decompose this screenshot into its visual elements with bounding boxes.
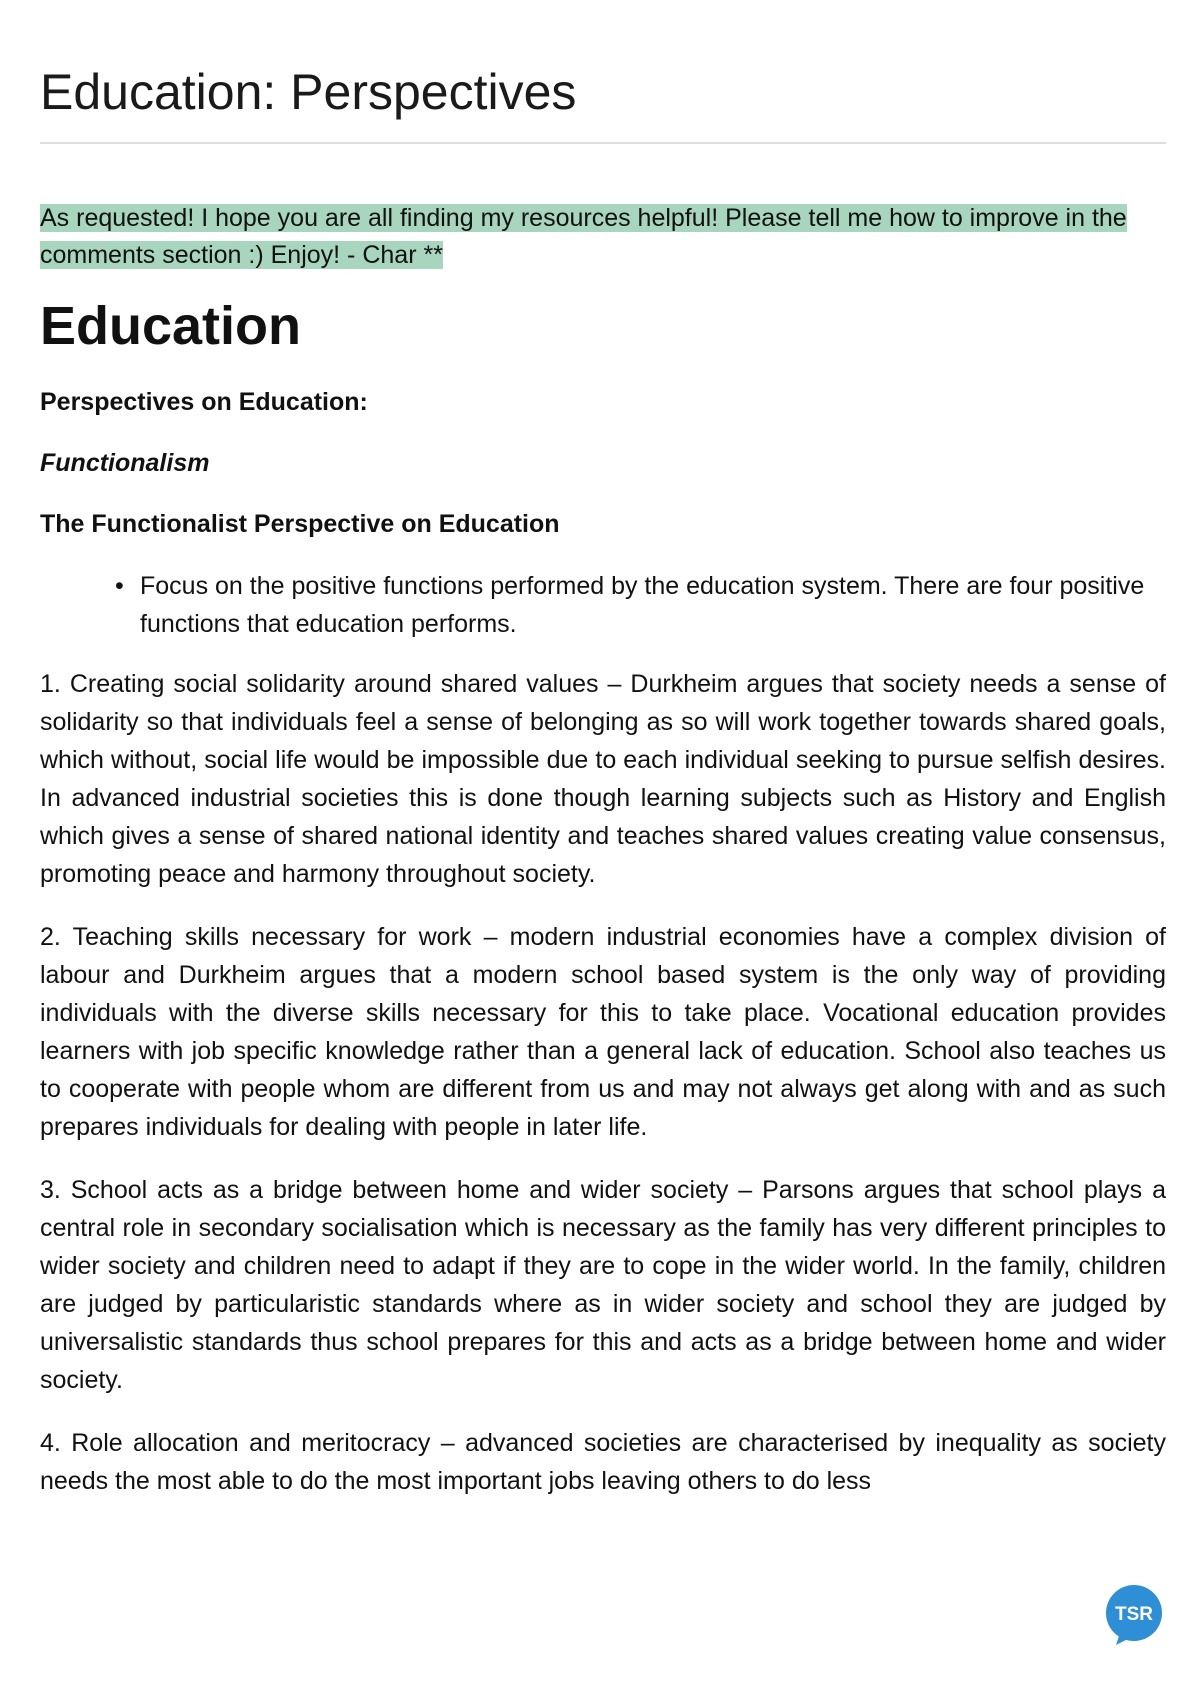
paragraph-bridge: 3. School acts as a bridge between home and wider society – Parsons argues that school plays a central role in secondary socialisation which is necessary as the family has very different principles to wider society and children need to adapt if they are to cope in the wider world. In the family, children are judged by particularistic standards where as in wider society and school they are judged by universalistic standards thus school prepares for this and acts as a bridge between home and wider society.	[40, 1176, 1166, 1394]
section-title: Functionalism	[40, 449, 210, 477]
title-divider	[40, 142, 1166, 144]
document-title: Education: Perspectives	[40, 64, 577, 120]
list-item	[115, 567, 1166, 643]
document-page	[40, 0, 1166, 1525]
main-heading: Education	[40, 296, 302, 356]
bullet-text: Focus on the positive functions performed by the education system. There are four positive functions that education performs.	[140, 572, 1145, 638]
section-subtitle: The Functionalist Perspective on Education	[40, 510, 560, 538]
intro-note	[40, 200, 1166, 274]
bullet-list	[40, 567, 1166, 643]
paragraph-social-solidarity: 1. Creating social solidarity around shared values – Durkheim argues that society needs a sense of solidarity so that individuals feel a sense of belonging as so will work together towards shared goals, which without, social life would be impossible due to each individual seeking to pursue selfish desires. In advanced industrial societies this is done though learning subjects such as History and English which gives a sense of shared national identity and teaches shared values creating value consensus, promoting peace and harmony throughout society.	[40, 670, 1166, 888]
paragraph-role-allocation: 4. Role allocation and meritocracy – advanced societies are characterised by inequality as society needs the most able to do the most important jobs leaving others to do less	[40, 1429, 1166, 1495]
subheading: Perspectives on Education:	[40, 388, 368, 416]
intro-highlight: As requested! I hope you are all finding my resources helpful! Please tell me how to improve in the comments section :) Enjoy! - Char **	[40, 204, 1127, 269]
bullet-icon: •	[115, 572, 124, 600]
paragraph-work-skills: 2. Teaching skills necessary for work – modern industrial economies have a complex division of labour and Durkheim argues that a modern school based system is the only way of providing individuals with the diverse skills necessary for this to take place. Vocational education provides learners with job specific knowledge rather than a general lack of education. School also teaches us to cooperate with people whom are different from us and may not always get along with and as such prepares individuals for dealing with people in later life.	[40, 923, 1166, 1141]
tsr-logo-icon[interactable]	[1102, 1583, 1166, 1647]
tsr-logo-text: TSR	[1115, 1604, 1153, 1625]
